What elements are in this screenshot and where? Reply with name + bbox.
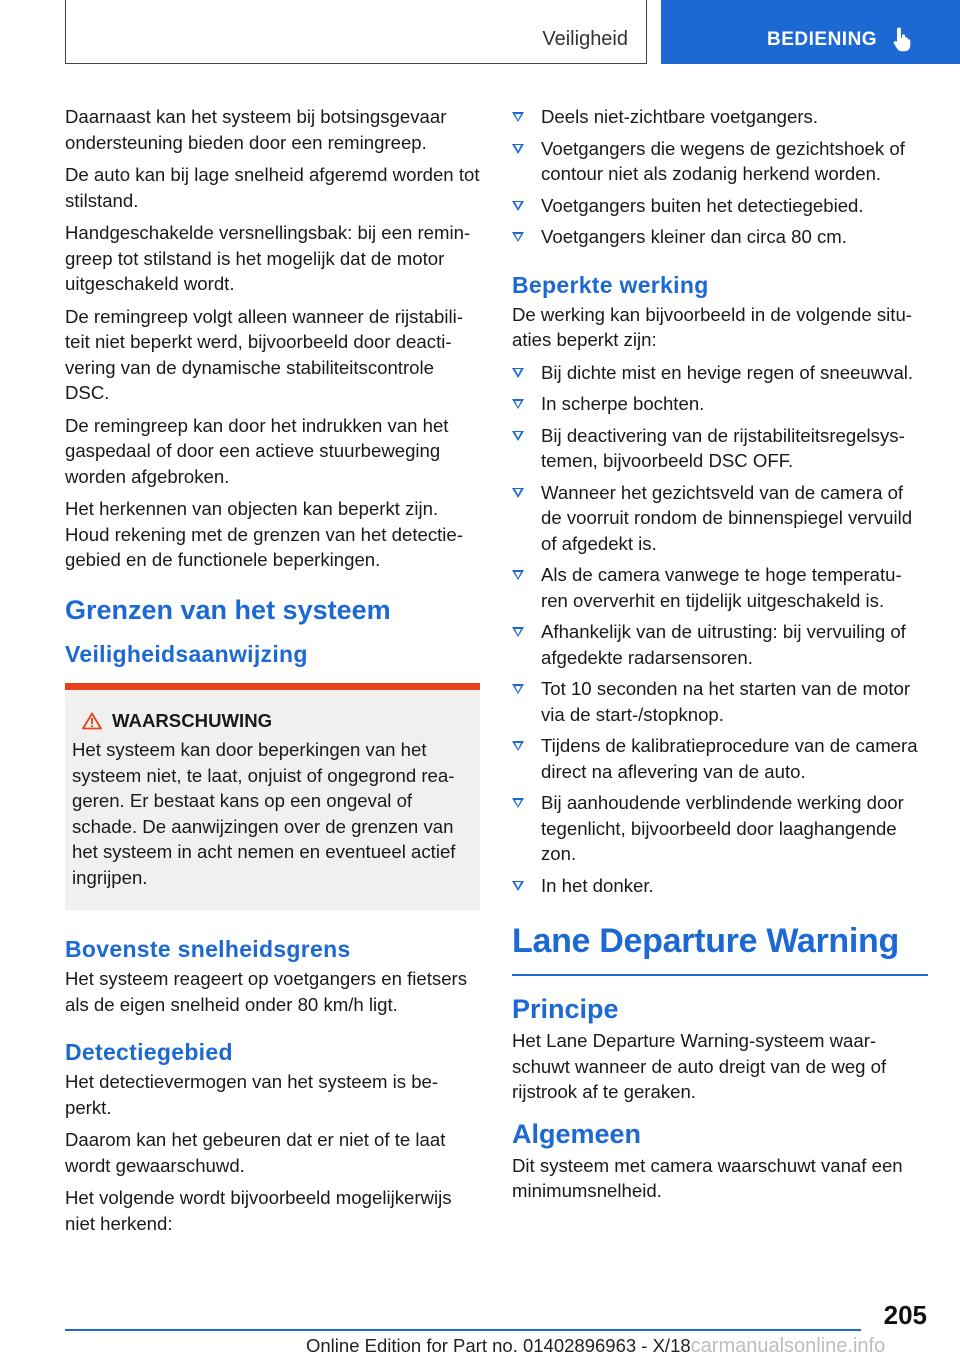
warning-box [65,683,480,911]
warning-title [72,708,470,734]
footer-divider [65,1329,861,1331]
list-item: In scherpe bochten. [512,391,928,417]
paragraph: De remingreep kan door het indrukken van het gaspedaal of door een actieve stuurbeweging worden afgebroken. [65,414,449,487]
heading-detection-area: Detectiegebied [65,1039,233,1065]
bullet-triangle-icon [512,144,524,154]
heading-speed-limit: Bovenste snelheidsgrens [65,936,351,962]
right-column [512,104,928,1211]
chapter-tab[interactable] [661,0,960,64]
heading-limits: Grenzen van het systeem [65,594,391,625]
watermark-text: carmanualsonline.info [690,1335,886,1357]
bullet-triangle-icon [512,112,524,122]
warning-triangle-icon [82,712,102,730]
heading-general: Algemeen [512,1118,642,1149]
list-item: Deels niet-zichtbare voetgangers. [512,104,928,130]
paragraph: De werking kan bijvoorbeeld in de volgende situ‐aties beperkt zijn: [512,303,913,350]
bullet-triangle-icon [512,232,524,242]
list-item: Tijdens de kalibratieprocedure van de camera direct na aflevering van de auto. [512,733,928,784]
warning-text: Het systeem kan door beperkingen van het systeem niet, te laat, onjuist of ongegrond rea‐geren. Er bestaat kans op een ongeval of schade. De aanwijzingen over de grenzen van het systeem in acht nemen en eventueel actief ingrijpen. [72,739,456,888]
paragraph: Het herkennen van objecten kan beperkt zijn. Houd rekening met de grenzen van het detectie‐gebied en de functionele beperkingen. [65,498,463,570]
list-item: Als de camera vanwege te hoge temperatu‐ren oververhit en tijdelijk uitgeschakeld is. [512,562,928,613]
paragraph: Daarom kan het gebeuren dat er niet of te laat wordt gewaarschuwd. [65,1129,446,1176]
edition-text: Online Edition for Part no. 01402896963 - X/18 [306,1335,691,1356]
heading-limited-operation: Beperkte werking [512,271,709,298]
heading-lane-departure-warning: Lane Departure Warning [512,920,928,976]
header-section-box [65,0,647,64]
list-item: Afhankelijk van de uitrusting: bij vervuiling of afgedekte radarsensoren. [512,619,928,670]
paragraph: Handgeschakelde versnellingsbak: bij een remin‐greep tot stilstand is het mogelijk dat de motor uitgeschakeld wordt. [65,222,471,294]
paragraph: Het systeem reageert op voetgangers en fietsers als de eigen snelheid onder 80 km/h ligt. [65,968,468,1015]
bullet-triangle-icon [512,368,524,378]
bullet-triangle-icon [512,488,524,498]
paragraph: De remingreep volgt alleen wanneer de rijstabili‐teit niet beperkt werd, bijvoorbeeld door deacti‐vering van de dynamische stabiliteitscontrole DSC. [65,305,463,403]
limited-list [512,360,928,899]
chapter-tab-label: BEDIENING [767,29,878,50]
list-item: Tot 10 seconden na het starten van de motor via de start-/stopknop. [512,676,928,727]
list-item: Bij dichte mist en hevige regen of sneeuwval. [512,360,928,386]
footer-text [306,1335,885,1358]
list-item: Voetgangers die wegens de gezichtshoek of contour niet als zodanig herkend worden. [512,136,928,187]
bullet-triangle-icon [512,741,524,751]
heading-principle: Principe [512,994,619,1024]
list-item: Bij aanhoudende verblindende werking door tegenlicht, bijvoorbeeld door laaghangende zon. [512,790,928,867]
page-number: 205 [883,1300,927,1330]
warning-title-text: WAARSCHUWING [112,709,273,731]
paragraph: Dit systeem met camera waarschuwt vanaf een minimumsnelheid. [512,1154,903,1201]
section-title: Veiligheid [542,28,628,50]
paragraph: Het detectievermogen van het systeem is be‐perkt. [65,1071,439,1118]
bullet-triangle-icon [512,881,524,891]
bullet-triangle-icon [512,684,524,694]
bullet-triangle-icon [512,627,524,637]
bullet-triangle-icon [512,798,524,808]
paragraph: Het volgende wordt bijvoorbeeld mogelijkerwijs niet herkend: [65,1187,452,1234]
pointing-hand-icon [893,26,915,52]
list-item: Bij deactivering van de rijstabiliteitsregelsys‐temen, bijvoorbeeld DSC OFF. [512,423,928,474]
list-item: Wanneer het gezichtsveld van de camera of de voorruit rondom de binnenspiegel vervuild of afgedekt is. [512,480,928,557]
list-item: In het donker. [512,873,928,899]
detection-list [512,104,928,250]
bullet-triangle-icon [512,201,524,211]
heading-safety-note: Veiligheidsaanwijzing [65,640,308,667]
left-column [65,104,480,1243]
list-item: Voetgangers buiten het detectiegebied. [512,193,928,219]
paragraph: Daarnaast kan het systeem bij botsingsgevaar ondersteuning bieden door een remingreep. [65,106,447,153]
paragraph: Het Lane Departure Warning-systeem waar‐schuwt wanneer de auto dreigt van de weg of rijstrook af te geraken. [512,1030,887,1102]
list-item: Voetgangers kleiner dan circa 80 cm. [512,224,928,250]
bullet-triangle-icon [512,399,524,409]
bullet-triangle-icon [512,570,524,580]
paragraph: De auto kan bij lage snelheid afgeremd worden tot stilstand. [65,164,480,211]
bullet-triangle-icon [512,431,524,441]
